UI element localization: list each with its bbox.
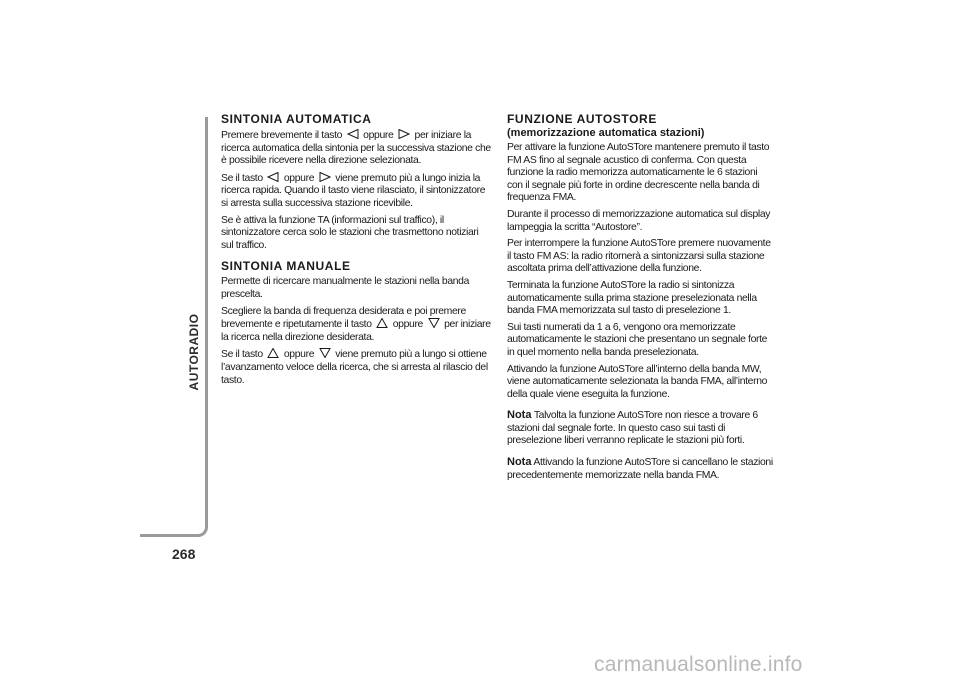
text: viene premuto più a lungo si ottiene l’avanzamento veloce della ricerca, che si arresta al rilascio del tasto.	[221, 349, 488, 386]
text: per iniziare la ricerca automatica della sintonia per la successiva stazione che è possibile ricevere nella direzione selezionata.	[221, 130, 491, 167]
text: Premere brevemente il tasto	[221, 130, 343, 141]
watermark-text: carmanualsonline.info	[594, 653, 803, 676]
paragraph: Attivando la funzione AutoSTore all’interno della banda MW, viene automaticamente selezionata la banda FMA, all’interno della quale viene eseguita la funzione.	[507, 363, 768, 400]
paragraph: Se è attiva la funzione TA (informazioni sul traffico), il sintonizzatore cerca solo le stazioni che trasmettono notiziari sul traffico.	[221, 214, 479, 251]
note-label: Nota	[507, 456, 532, 469]
sidebar-section-label: AUTORADIO	[187, 313, 201, 391]
text: oppure	[283, 172, 315, 184]
note-paragraph	[507, 456, 775, 482]
triangle-up-icon	[376, 318, 388, 328]
paragraph: Per interrompere la funzione AutoSTore premere nuovamente il tasto FM AS: la radio ritornerà a sintonizzarsi sulla stazione ascoltata prima dell’attivazione della funzione.	[507, 238, 771, 275]
note-text: Talvolta la funzione AutoSTore non riesce a trovare 6 stazioni dal segnale forte. In questo caso sui tasti di preselezione liberi verranno replicate le stazioni più forti.	[507, 410, 758, 447]
left-column	[221, 113, 493, 395]
section-sintonia-automatica	[221, 113, 493, 252]
section-title: SINTONIA MANUALE	[221, 259, 351, 274]
note-paragraph	[507, 409, 775, 448]
section-title: SINTONIA AUTOMATICA	[221, 112, 372, 126]
section-title: FUNZIONE AUTOSTORE	[507, 112, 657, 126]
triangle-down-icon	[319, 348, 331, 358]
right-column	[507, 113, 775, 486]
page-number: 268	[172, 546, 196, 562]
paragraph: Per attivare la funzione AutoSTore mantenere premuto il tasto FM AS fino al segnale acustico di conferma. Con questa funzione la radio memorizza automaticamente le 6 stazioni con il segnale più forte in ordine decrescente nella banda di frequenza FMA.	[507, 142, 770, 204]
text: oppure	[283, 349, 315, 361]
triangle-right-icon	[398, 129, 410, 139]
section-subtitle: (memorizzazione automatica stazioni)	[507, 127, 705, 139]
paragraph	[221, 306, 493, 345]
paragraph: Durante il processo di memorizzazione automatica sul display lampeggia la scritta “Autostore”.	[507, 208, 771, 233]
triangle-up-icon	[267, 348, 279, 358]
note-label: Nota	[507, 409, 532, 422]
text: Scegliere la banda di frequenza desiderata e poi premere brevemente e ripetutamente il tasto	[221, 305, 466, 331]
paragraph	[221, 172, 493, 211]
text: per iniziare la ricerca nella direzione desiderata.	[221, 319, 491, 343]
text: Se il tasto	[221, 172, 263, 184]
text: viene premuto più a lungo inizia la ricerca rapida. Quando il tasto viene rilasciato, il sintonizzatore si arresta sulla successiva stazione ricevibile.	[221, 172, 486, 209]
triangle-down-icon	[428, 318, 440, 328]
note-text: Attivando la funzione AutoSTore si cancellano le stazioni precedentemente memorizzate nella banda FMA.	[507, 457, 773, 481]
paragraph	[221, 129, 493, 168]
text: oppure	[363, 130, 394, 141]
text: Se il tasto	[221, 349, 263, 361]
triangle-left-icon	[347, 129, 359, 139]
triangle-left-icon	[267, 172, 279, 182]
paragraph	[221, 348, 493, 387]
paragraph: Permette di ricercare manualmente le stazioni nella banda prescelta.	[221, 276, 470, 300]
text: oppure	[392, 319, 423, 331]
section-sintonia-manuale	[221, 260, 493, 387]
triangle-right-icon	[319, 172, 331, 182]
paragraph: Terminata la funzione AutoSTore la radio si sintonizza automaticamente sulla prima stazione preselezionata nella banda FMA memorizzata sul tasto di preselezione 1.	[507, 279, 757, 317]
paragraph: Sui tasti numerati da 1 a 6, vengono ora memorizzate automaticamente le stazioni che presentano un segnale forte in quel momento nella banda preselezionata.	[507, 321, 768, 358]
